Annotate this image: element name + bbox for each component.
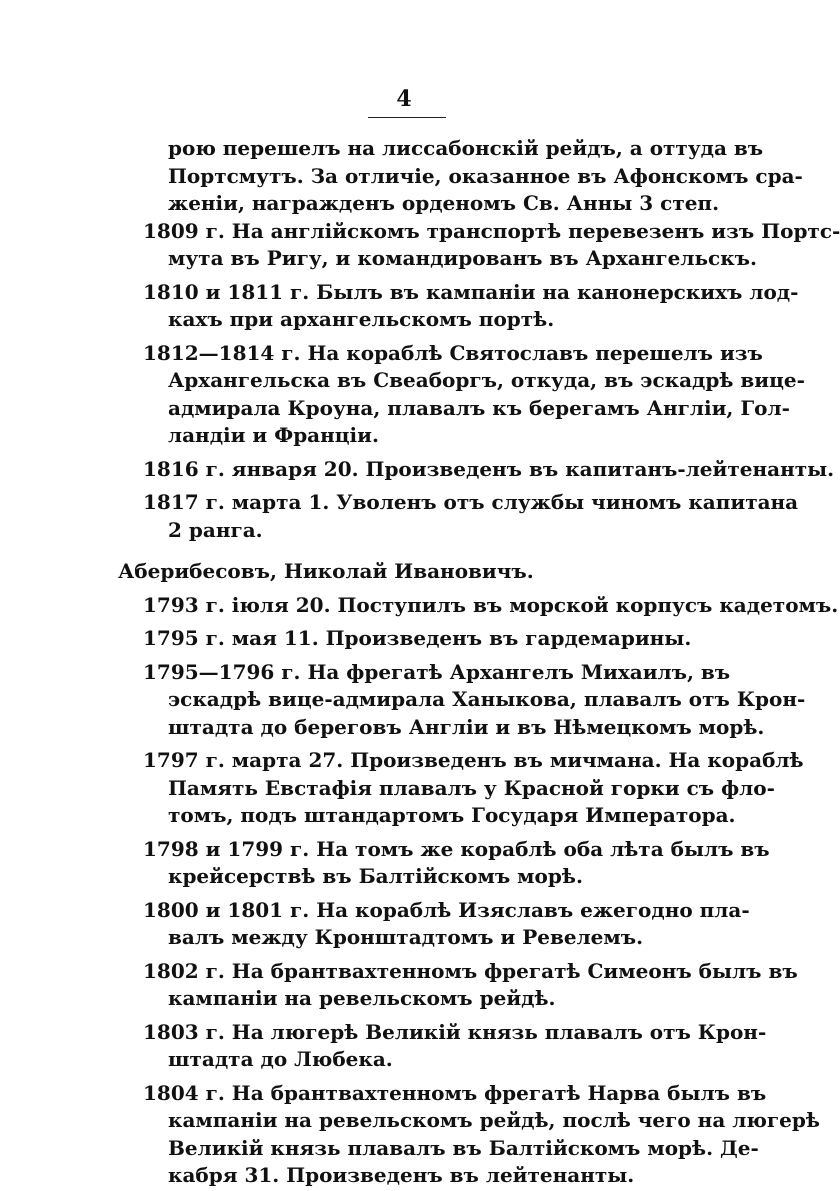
text-line: эскадрѣ вице-адмирала Ханыкова, плавалъ отъ Крон- [168, 687, 806, 711]
record-entry [118, 456, 835, 484]
entry-date-line: 1802 г. На брантвахтенномъ фрегатѣ Симеонъ былъ въ [143, 958, 798, 983]
text-line: Память Евстафія плавалъ у Красной горки съ фло- [168, 775, 775, 800]
text-line: штадта до Любека. [168, 1047, 393, 1071]
person-heading [118, 558, 708, 586]
entry-date-line: 1795—1796 г. На фрегатѣ Архангелъ Михаилъ, въ [143, 659, 731, 684]
entry-date-line: 1817 г. марта 1. Уволенъ отъ службы чиномъ капитана [143, 490, 799, 514]
text-line: Архангельска въ Свеаборгъ, откуда, въ эскадрѣ вице- [168, 368, 805, 392]
service-record-a [118, 218, 840, 545]
entry-date-line: 1797 г. марта 27. Произведенъ въ мичмана. На кораблѣ [143, 748, 804, 772]
entry-date-line: 1800 и 1801 г. На кораблѣ Изяславъ ежегодно пла- [143, 897, 750, 922]
text-line: валъ между Кронштадтомъ и Ревелемъ. [168, 925, 644, 949]
entry-date-line: 1803 г. На люгерѣ Великій князь плавалъ отъ Крон- [143, 1019, 767, 1044]
text-line: кабря 31. Произведенъ въ лейтенанты. [168, 1163, 635, 1187]
text-line: адмирала Кроуна, плавалъ къ берегамъ Англіи, Гол- [168, 395, 790, 420]
text-line: крейсерствѣ въ Балтійскомъ морѣ. [168, 864, 583, 888]
entry-date-line: 1816 г. января 20. Произведенъ въ капитанъ-лейтенанты. [143, 456, 835, 481]
text-line: 2 ранга. [168, 517, 263, 542]
text-line: Портсмутъ. За отличіе, оказанное въ Афонскомъ сра- [168, 163, 803, 188]
text-line: женіи, награжденъ орденомъ Св. Анны 3 степ. [168, 191, 720, 215]
text-line: томъ, подъ штандартомъ Государя Императора. [168, 803, 736, 827]
record-entry [118, 1080, 820, 1190]
text-line: кампаніи на ревельскомъ рейдѣ, послѣ чего на люгерѣ [168, 1108, 820, 1132]
record-entry [118, 625, 708, 653]
record-entry [118, 218, 840, 273]
page-number-rule [368, 117, 446, 118]
continuation-paragraph [118, 135, 803, 218]
entry-date-line: 1812—1814 г. На кораблѣ Святославъ перешелъ изъ [143, 340, 763, 365]
entry-date-line: 1804 г. На брантвахтенномъ фрегатѣ Нарва былъ въ [143, 1080, 767, 1105]
entry-date-line: 1810 и 1811 г. Былъ въ кампаніи на канонерскихъ лод- [143, 279, 799, 304]
text-line: мута въ Ригу, и командированъ въ Архангельскъ. [168, 246, 757, 270]
text-line: кампаніи на ревельскомъ рейдѣ. [168, 986, 556, 1010]
record-entry [118, 592, 839, 620]
record-entry [118, 659, 806, 742]
record-entry [118, 836, 770, 891]
entry-date-line: 1795 г. мая 11. Произведенъ въ гардемарины. [143, 626, 692, 650]
record-entry [118, 1019, 767, 1074]
person-surname: Аберибесовъ, [118, 559, 277, 583]
text-line: Великій князь плавалъ въ Балтійскомъ морѣ. Де- [168, 1135, 759, 1160]
entry-date-line: 1809 г. На англійскомъ транспортѣ перевезенъ изъ Портс- [143, 218, 840, 243]
page-number: 4 [396, 86, 412, 112]
entry-date-line: 1798 и 1799 г. На томъ же кораблѣ оба лѣта былъ въ [143, 836, 770, 861]
service-record-b [118, 592, 839, 1190]
record-entry [118, 958, 798, 1013]
person-given-names: Николай Ивановичъ. [283, 559, 534, 583]
text-line: штадта до береговъ Англіи и въ Нѣмецкомъ морѣ. [168, 714, 765, 739]
entry-date-line: 1793 г. іюля 20. Поступилъ въ морской корпусъ кадетомъ. [143, 592, 839, 617]
record-entry [118, 489, 799, 544]
record-entry [118, 747, 804, 830]
record-entry [118, 279, 799, 334]
page-body [118, 135, 840, 1190]
text-line: кахъ при архангельскомъ портѣ. [168, 307, 555, 331]
text-line: рою перешелъ на лиссабонскій рейдъ, а оттуда въ [168, 136, 764, 160]
record-entry [118, 340, 805, 450]
text-line: ландіи и Франціи. [168, 423, 379, 447]
record-entry [118, 897, 750, 952]
